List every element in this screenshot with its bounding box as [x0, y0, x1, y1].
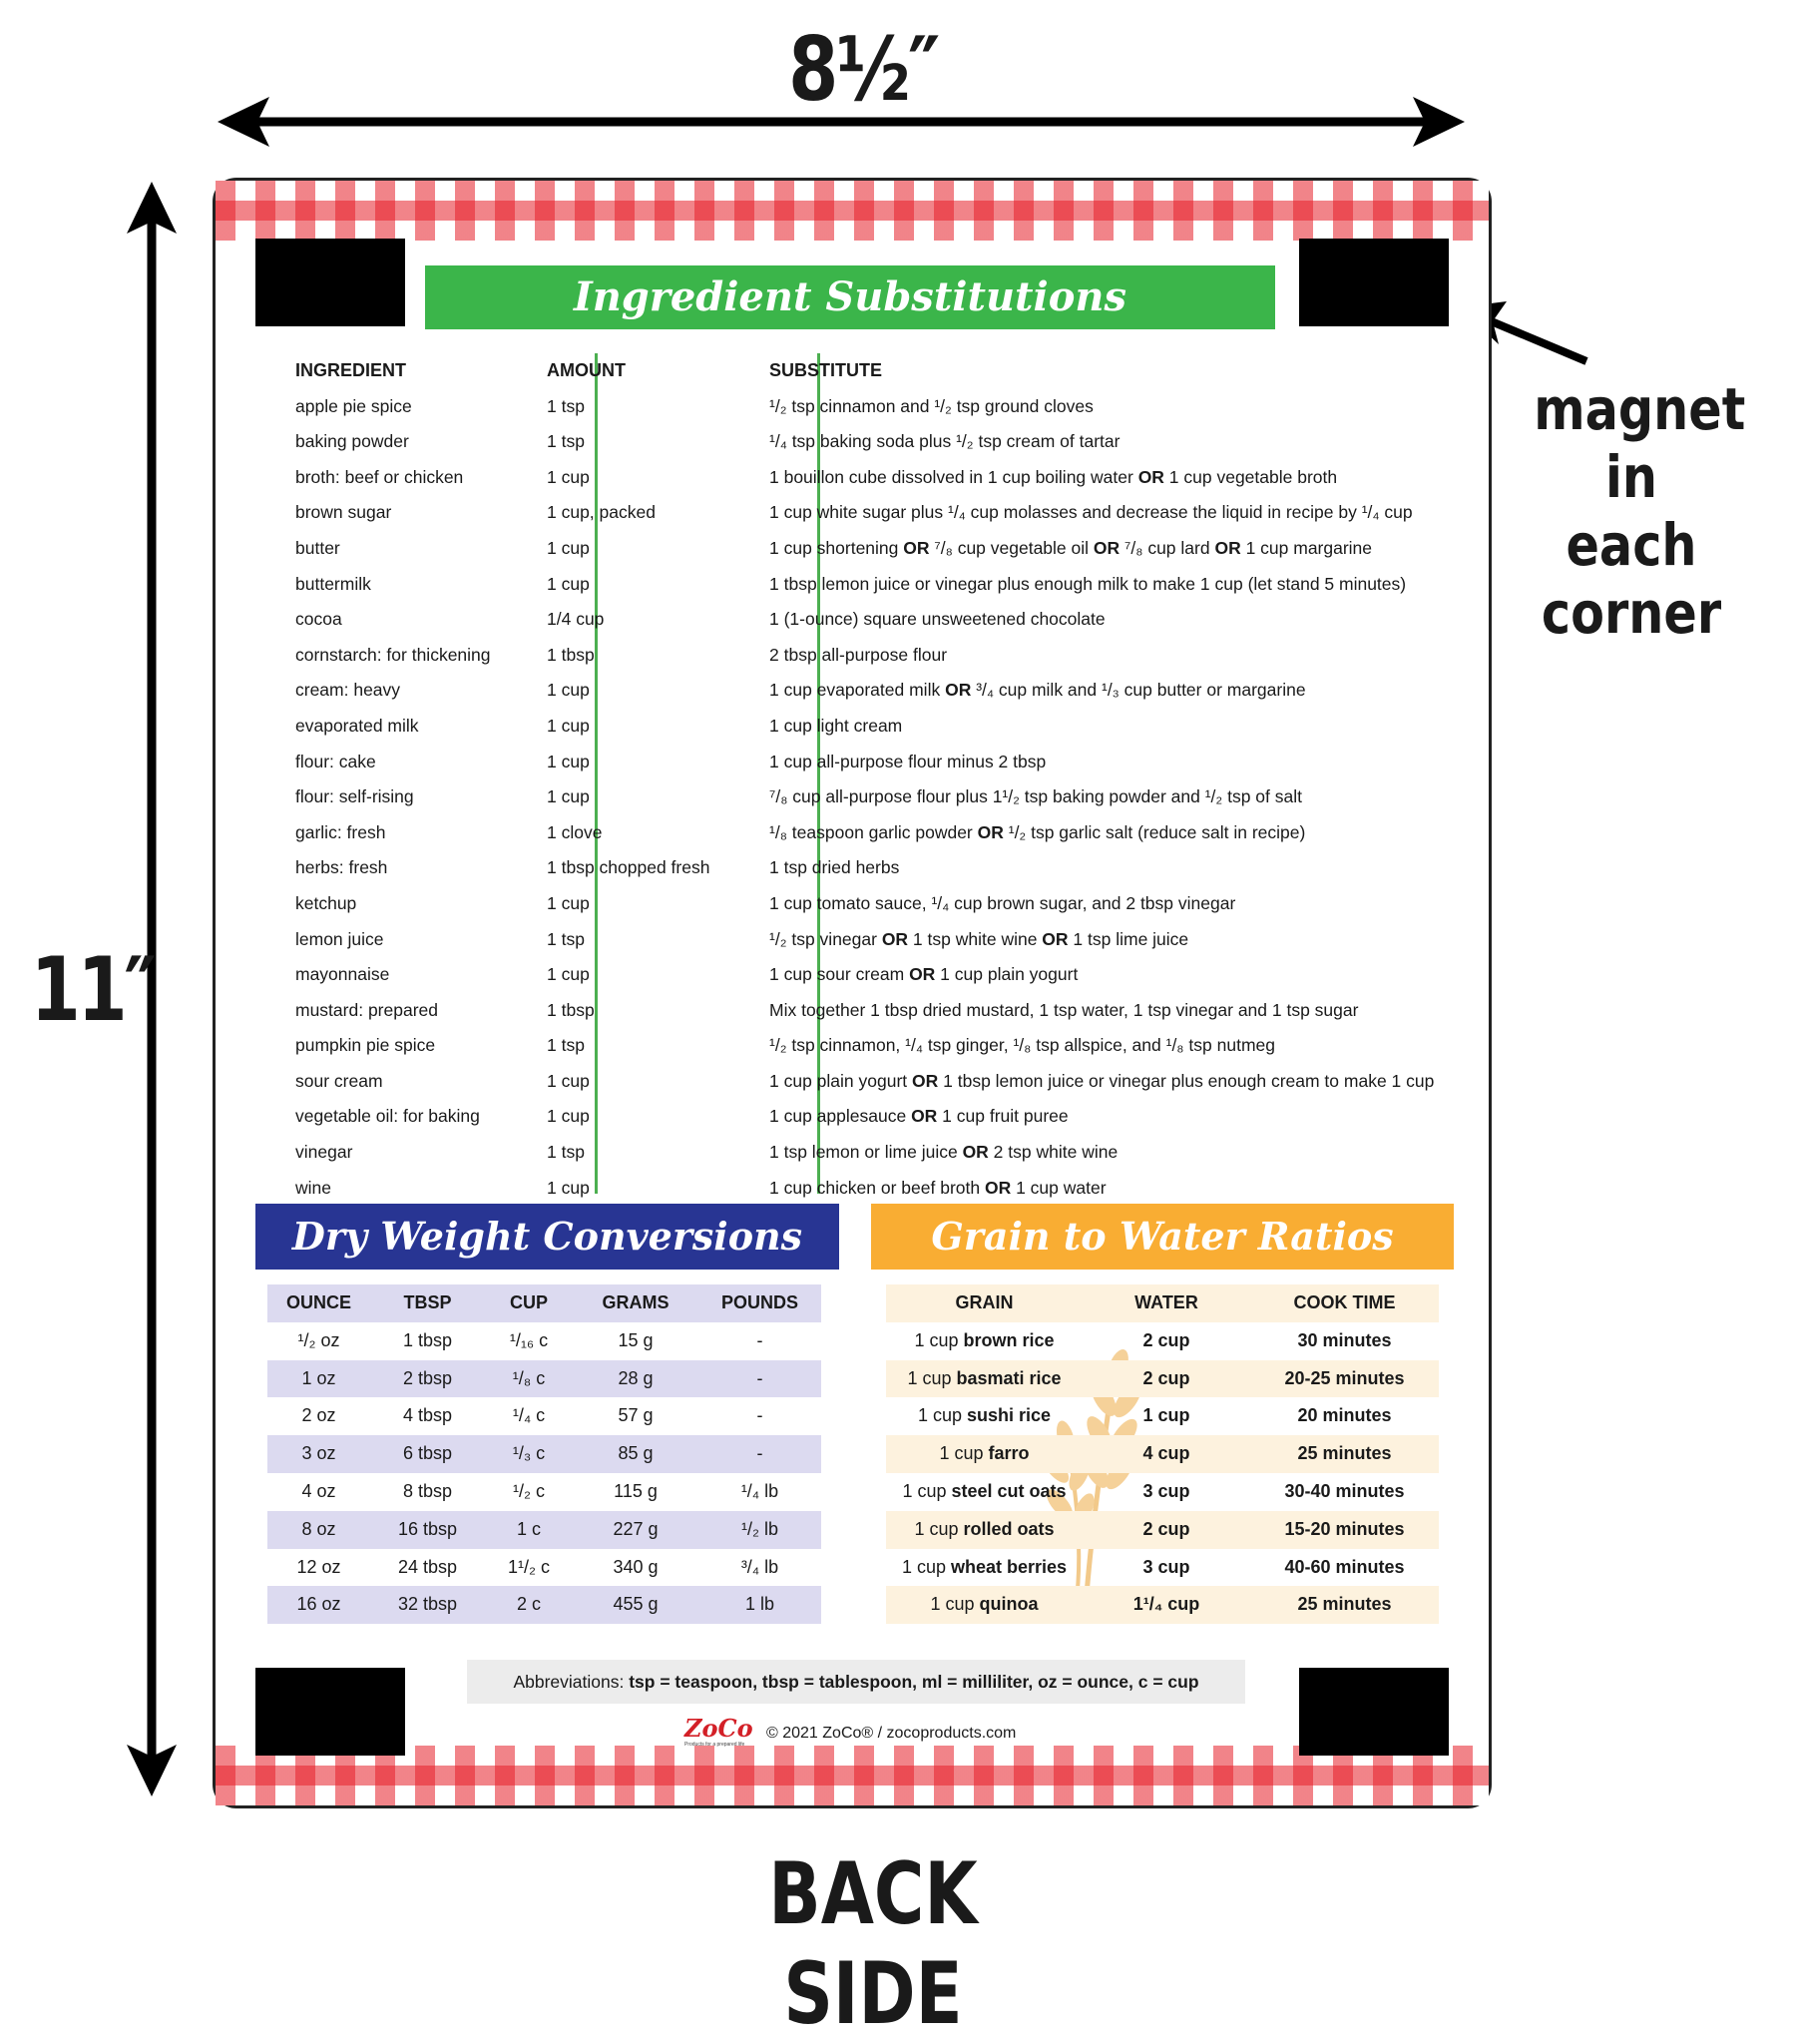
- dry-weight-cell: 1 tbsp: [402, 1329, 453, 1350]
- substitute-cell: 2 tbsp all-purpose flour: [769, 644, 948, 665]
- water-cell: 3 cup: [1142, 1480, 1190, 1501]
- dry-weight-cell: 32 tbsp: [397, 1594, 458, 1615]
- or-connector: OR: [1137, 466, 1164, 487]
- logo-wordmark: ZoCo: [684, 1714, 753, 1743]
- grain-cell: [886, 1322, 1083, 1360]
- magnet-note: [1534, 375, 1746, 647]
- dry-weight-cell: 57 g: [618, 1405, 654, 1426]
- substitution-row: [295, 709, 1433, 745]
- substitute-cell: ¹/₈ teaspoon garlic powder OR ¹/₂ tsp garlic salt (reduce salt in recipe): [769, 821, 1306, 842]
- dry-weight-cell: 1 lb: [744, 1594, 775, 1615]
- cook-time-cell: 30 minutes: [1297, 1329, 1392, 1350]
- substitutions-title: Ingredient Substitutions: [425, 265, 1275, 329]
- grain-name: steel cut oats: [951, 1480, 1067, 1501]
- dry-weight-cell: -: [756, 1329, 763, 1350]
- substitutions-header-row: [295, 353, 1433, 389]
- column-header: TBSP: [403, 1292, 452, 1312]
- dry-weight-row: [267, 1435, 821, 1473]
- amount-cell: 1 tbsp: [547, 644, 595, 665]
- amount-cell: 1 tsp: [547, 1035, 585, 1056]
- grain-row: [886, 1360, 1439, 1398]
- grain-amount: 1 cup: [914, 1329, 959, 1350]
- grain-name: basmati rice: [956, 1367, 1062, 1388]
- dry-weight-cell: -: [756, 1443, 763, 1464]
- dry-weight-cell: 1¹/₂ c: [508, 1556, 550, 1577]
- ingredient-cell: cornstarch: for thickening: [295, 644, 491, 665]
- grain-row: [886, 1549, 1439, 1587]
- dry-weight-cell: 227 g: [613, 1518, 659, 1539]
- amount-cell: 1 cup: [547, 751, 590, 771]
- amount-cell: 1 cup: [547, 1070, 590, 1091]
- dry-weight-cell: ¹/₃ c: [512, 1443, 546, 1464]
- ingredient-cell: brown sugar: [295, 502, 392, 523]
- grain-row: [886, 1511, 1439, 1549]
- water-cell: 2 cup: [1142, 1518, 1190, 1539]
- ingredient-cell: mayonnaise: [295, 964, 390, 985]
- grain-header-row: [886, 1284, 1439, 1322]
- grain-name: wheat berries: [951, 1556, 1068, 1577]
- substitute-cell: 1 tbsp lemon juice or vinegar plus enough milk to make 1 cup (let stand 5 minutes): [769, 573, 1407, 594]
- column-header: CUP: [509, 1292, 548, 1312]
- or-connector: OR: [1093, 537, 1121, 558]
- substitute-cell: Mix together 1 tbsp dried mustard, 1 tsp water, 1 tsp vinegar and 1 tsp sugar: [769, 999, 1359, 1020]
- column-header: SUBSTITUTE: [769, 360, 883, 380]
- amount-cell: 1 tsp: [547, 1142, 585, 1163]
- amount-cell: 1 cup: [547, 892, 590, 913]
- ingredient-cell: lemon juice: [295, 928, 384, 949]
- dry-weight-cell: ³/₄ lb: [740, 1556, 779, 1577]
- grain-amount: 1 cup: [907, 1367, 952, 1388]
- or-connector: OR: [977, 821, 1004, 842]
- substitute-cell: ¹/₄ tsp baking soda plus ¹/₂ tsp cream of tartar: [769, 431, 1121, 452]
- column-header: GRAMS: [602, 1292, 670, 1312]
- gingham-border-top: [216, 181, 1489, 241]
- amount-cell: 1 cup: [547, 680, 590, 701]
- grain-amount: 1 cup: [930, 1594, 975, 1615]
- dry-weight-row: [267, 1397, 821, 1435]
- dry-weight-header-row: [267, 1284, 821, 1322]
- magnet-top-right: [1299, 239, 1449, 326]
- dry-weight-cell: 2 oz: [301, 1405, 336, 1426]
- magnet-note-line: magnet: [1534, 375, 1746, 443]
- ingredient-cell: baking powder: [295, 431, 409, 452]
- substitution-row: [295, 922, 1433, 958]
- or-connector: OR: [911, 1106, 938, 1127]
- grain-cell: [886, 1549, 1083, 1587]
- grain-amount: 1 cup: [917, 1405, 962, 1426]
- substitute-cell: 1 cup white sugar plus ¹/₄ cup molasses and decrease the liquid in recipe by ¹/₄ cup: [769, 502, 1413, 523]
- dry-weight-cell: ¹/₁₆ c: [509, 1329, 549, 1350]
- magnet-card: [213, 178, 1492, 1808]
- water-cell: 2 cup: [1142, 1367, 1190, 1388]
- dry-weight-cell: 340 g: [613, 1556, 659, 1577]
- substitute-cell: 1 cup light cream: [769, 715, 903, 736]
- grain-name: brown rice: [963, 1329, 1055, 1350]
- substitute-cell: 1 cup applesauce OR 1 cup fruit puree: [769, 1106, 1069, 1127]
- substitution-row: [295, 957, 1433, 993]
- substitute-cell: 1 (1-ounce) square unsweetened chocolate: [769, 609, 1106, 630]
- ingredient-cell: mustard: prepared: [295, 999, 438, 1020]
- dry-weight-cell: 4 oz: [301, 1480, 336, 1501]
- column-header: GRAIN: [955, 1292, 1014, 1312]
- dry-weight-cell: 1 c: [516, 1518, 541, 1539]
- amount-cell: 1 tbsp chopped fresh: [547, 857, 710, 878]
- substitute-cell: 1 cup tomato sauce, ¹/₄ cup brown sugar, and 2 tbsp vinegar: [769, 892, 1236, 913]
- ingredient-cell: evaporated milk: [295, 715, 419, 736]
- substitution-row: [295, 673, 1433, 709]
- grain-row: [886, 1397, 1439, 1435]
- column-header: POUNDS: [720, 1292, 798, 1312]
- abbreviations-box: [467, 1660, 1245, 1704]
- substitute-cell: 1 cup shortening OR ⁷/₈ cup vegetable oil OR ⁷/₈ cup lard OR 1 cup margarine: [769, 537, 1373, 558]
- substitute-cell: 1 tsp dried herbs: [769, 857, 900, 878]
- grain-name: sushi rice: [967, 1405, 1052, 1426]
- column-header: OUNCE: [285, 1292, 351, 1312]
- or-connector: OR: [903, 537, 930, 558]
- substitution-row: [295, 495, 1433, 531]
- ingredient-cell: herbs: fresh: [295, 857, 388, 878]
- copyright-text: © 2021 ZoCo® / zocoproducts.com: [766, 1725, 1017, 1742]
- grain-title: Grain to Water Ratios: [871, 1204, 1454, 1270]
- substitute-cell: 1 cup plain yogurt OR 1 tbsp lemon juice or vinegar plus enough cream to make 1 cup: [769, 1070, 1435, 1091]
- magnet-bottom-right: [1299, 1668, 1449, 1756]
- substitution-row: [295, 424, 1433, 460]
- amount-cell: 1 tbsp: [547, 999, 595, 1020]
- water-cell: 4 cup: [1142, 1443, 1190, 1464]
- substitute-cell: 1 cup chicken or beef broth OR 1 cup water: [769, 1177, 1107, 1198]
- dry-weight-cell: 2 c: [516, 1594, 541, 1615]
- grain-amount: 1 cup: [902, 1480, 947, 1501]
- ingredient-cell: broth: beef or chicken: [295, 466, 464, 487]
- substitution-row: [295, 638, 1433, 674]
- column-header: INGREDIENT: [295, 360, 407, 380]
- amount-cell: 1 cup: [547, 1106, 590, 1127]
- amount-cell: 1 cup, packed: [547, 502, 656, 523]
- substitution-row: [295, 886, 1433, 922]
- cook-time-cell: 25 minutes: [1297, 1594, 1392, 1615]
- substitutions-table: [295, 353, 1433, 1206]
- or-connector: OR: [1214, 537, 1241, 558]
- substitute-cell: 1 cup sour cream OR 1 cup plain yogurt: [769, 964, 1079, 985]
- ingredient-cell: pumpkin pie spice: [295, 1035, 436, 1056]
- dry-weight-cell: 8 oz: [301, 1518, 336, 1539]
- ingredient-cell: garlic: fresh: [295, 821, 386, 842]
- or-connector: OR: [984, 1177, 1012, 1198]
- substitution-row: [295, 531, 1433, 567]
- dry-weight-row: [267, 1360, 821, 1398]
- amount-cell: 1 cup: [547, 573, 590, 594]
- substitution-row: [295, 1028, 1433, 1064]
- substitution-row: [295, 815, 1433, 851]
- dry-weight-cell: 16 oz: [296, 1594, 341, 1615]
- grain-amount: 1 cup: [939, 1443, 984, 1464]
- substitution-row: [295, 1135, 1433, 1171]
- dry-weight-cell: 1 oz: [301, 1367, 336, 1388]
- amount-cell: 1 cup: [547, 715, 590, 736]
- column-header: AMOUNT: [547, 360, 626, 380]
- dry-weight-row: [267, 1511, 821, 1549]
- dry-weight-cell: 12 oz: [296, 1556, 341, 1577]
- or-connector: OR: [1042, 928, 1069, 949]
- or-connector: OR: [962, 1142, 989, 1163]
- substitution-row: [295, 460, 1433, 496]
- grain-cell: [886, 1511, 1083, 1549]
- grain-name: farro: [988, 1443, 1030, 1464]
- logo-tagline: Products for a prepared life: [684, 1742, 745, 1748]
- grain-amount: 1 cup: [914, 1518, 959, 1539]
- substitute-cell: ¹/₂ tsp cinnamon and ¹/₂ tsp ground cloves: [769, 395, 1094, 416]
- dry-weight-cell: 2 tbsp: [402, 1367, 453, 1388]
- grain-row: [886, 1586, 1439, 1624]
- grain-cell: [886, 1360, 1083, 1398]
- substitute-cell: ⁷/₈ cup all-purpose flour plus 1¹/₂ tsp baking powder and ¹/₂ tsp of salt: [769, 786, 1302, 807]
- ingredient-cell: flour: self-rising: [295, 786, 414, 807]
- dry-weight-cell: 28 g: [618, 1367, 654, 1388]
- ingredient-cell: ketchup: [295, 892, 357, 913]
- dry-weight-cell: 8 tbsp: [402, 1480, 453, 1501]
- or-connector: OR: [912, 1070, 939, 1091]
- water-cell: 1¹/₄ cup: [1132, 1594, 1200, 1615]
- substitute-cell: ¹/₂ tsp vinegar OR 1 tsp white wine OR 1 tsp lime juice: [769, 928, 1189, 949]
- dry-weight-cell: 3 oz: [301, 1443, 336, 1464]
- footer: [684, 1714, 1104, 1754]
- grain-row: [886, 1435, 1439, 1473]
- or-connector: OR: [881, 928, 909, 949]
- back-side-label: BACK SIDE: [768, 1844, 978, 2044]
- amount-cell: 1 cup: [547, 1177, 590, 1198]
- magnet-bottom-left: [255, 1668, 405, 1756]
- water-cell: 2 cup: [1142, 1329, 1190, 1350]
- ingredient-cell: flour: cake: [295, 751, 376, 771]
- dry-weight-cell: ¹/₈ c: [512, 1367, 546, 1388]
- substitute-cell: 1 tsp lemon or lime juice OR 2 tsp white wine: [769, 1142, 1119, 1163]
- dry-weight-cell: ¹/₂ lb: [741, 1518, 778, 1539]
- grain-table: [886, 1284, 1439, 1624]
- dry-weight-cell: ¹/₂ c: [513, 1480, 545, 1501]
- dry-weight-title: Dry Weight Conversions: [255, 1204, 839, 1270]
- substitution-row: [295, 1171, 1433, 1207]
- grain-row: [886, 1322, 1439, 1360]
- amount-cell: 1 clove: [547, 821, 603, 842]
- amount-cell: 1 cup: [547, 964, 590, 985]
- amount-cell: 1 tsp: [547, 431, 585, 452]
- dry-weight-cell: 15 g: [618, 1329, 654, 1350]
- amount-cell: 1 cup: [547, 786, 590, 807]
- substitution-row: [295, 1099, 1433, 1135]
- dry-weight-cell: ¹/₄ c: [512, 1405, 546, 1426]
- abbreviations-label: Abbreviations:: [513, 1672, 625, 1692]
- substitution-row: [295, 993, 1433, 1029]
- ingredient-cell: butter: [295, 537, 340, 558]
- amount-cell: 1 cup: [547, 466, 590, 487]
- ingredient-cell: vinegar: [295, 1142, 353, 1163]
- ingredient-cell: buttermilk: [295, 573, 371, 594]
- cook-time-cell: 40-60 minutes: [1284, 1556, 1405, 1577]
- cook-time-cell: 15-20 minutes: [1284, 1518, 1405, 1539]
- ingredient-cell: apple pie spice: [295, 395, 412, 416]
- dry-weight-row: [267, 1549, 821, 1587]
- grain-cell: [886, 1586, 1083, 1624]
- dry-weight-cell: -: [756, 1367, 763, 1388]
- column-header: COOK TIME: [1293, 1292, 1396, 1312]
- grain-cell: [886, 1435, 1083, 1473]
- substitution-row: [295, 745, 1433, 780]
- water-cell: 1 cup: [1142, 1405, 1190, 1426]
- substitution-row: [295, 779, 1433, 815]
- dry-weight-cell: ¹/₄ lb: [740, 1480, 779, 1501]
- substitute-cell: 1 cup all-purpose flour minus 2 tbsp: [769, 751, 1047, 771]
- height-dimension-label: 11″: [30, 938, 154, 1041]
- column-header: WATER: [1134, 1292, 1198, 1312]
- dry-weight-row: [267, 1473, 821, 1511]
- dry-weight-table: [267, 1284, 821, 1624]
- grain-cell: [886, 1397, 1083, 1435]
- or-connector: OR: [909, 964, 936, 985]
- grain-amount: 1 cup: [901, 1556, 946, 1577]
- dry-weight-cell: 85 g: [618, 1443, 654, 1464]
- cook-time-cell: 20-25 minutes: [1284, 1367, 1405, 1388]
- substitution-row: [295, 602, 1433, 638]
- grain-row: [886, 1473, 1439, 1511]
- dry-weight-cell: 115 g: [614, 1480, 658, 1501]
- or-connector: OR: [945, 680, 972, 701]
- ingredient-cell: wine: [295, 1177, 331, 1198]
- amount-cell: 1 cup: [547, 537, 590, 558]
- cook-time-cell: 20 minutes: [1297, 1405, 1392, 1426]
- substitute-cell: ¹/₂ tsp cinnamon, ¹/₄ tsp ginger, ¹/₈ tsp allspice, and ¹/₈ tsp nutmeg: [769, 1035, 1276, 1056]
- ingredient-cell: sour cream: [295, 1070, 383, 1091]
- gingham-border-bottom: [216, 1746, 1489, 1805]
- dry-weight-cell: 6 tbsp: [402, 1443, 453, 1464]
- ingredient-cell: cocoa: [295, 609, 342, 630]
- cook-time-cell: 30-40 minutes: [1284, 1480, 1405, 1501]
- dry-weight-row: [267, 1586, 821, 1624]
- magnet-note-line: in each: [1566, 443, 1697, 579]
- zoco-logo: [684, 1716, 758, 1752]
- dry-weight-cell: 16 tbsp: [397, 1518, 458, 1539]
- grain-name: rolled oats: [963, 1518, 1055, 1539]
- magnet-top-left: [255, 239, 405, 326]
- substitution-row: [295, 1064, 1433, 1100]
- width-dimension-label: 8½″: [788, 18, 938, 121]
- substitute-cell: 1 cup evaporated milk OR ³/₄ cup milk and ¹/₃ cup butter or margarine: [769, 680, 1306, 701]
- dry-weight-cell: 24 tbsp: [397, 1556, 458, 1577]
- cook-time-cell: 25 minutes: [1297, 1443, 1392, 1464]
- grain-cell: [886, 1473, 1083, 1511]
- ingredient-cell: cream: heavy: [295, 680, 401, 701]
- dry-weight-cell: ¹/₂ oz: [297, 1329, 340, 1350]
- dry-weight-cell: 455 g: [613, 1594, 659, 1615]
- amount-cell: 1/4 cup: [547, 609, 605, 630]
- substitution-row: [295, 567, 1433, 603]
- amount-cell: 1 tsp: [547, 395, 585, 416]
- dry-weight-row: [267, 1322, 821, 1360]
- substitution-row: [295, 389, 1433, 425]
- substitute-cell: 1 bouillon cube dissolved in 1 cup boiling water OR 1 cup vegetable broth: [769, 466, 1338, 487]
- water-cell: 3 cup: [1142, 1556, 1190, 1577]
- dry-weight-cell: -: [756, 1405, 763, 1426]
- substitution-row: [295, 850, 1433, 886]
- ingredient-cell: vegetable oil: for baking: [295, 1106, 480, 1127]
- dry-weight-cell: 4 tbsp: [402, 1405, 453, 1426]
- amount-cell: 1 tsp: [547, 928, 585, 949]
- grain-name: quinoa: [979, 1594, 1039, 1615]
- abbreviations-text: tsp = teaspoon, tbsp = tablespoon, ml = milliliter, oz = ounce, c = cup: [629, 1672, 1199, 1692]
- magnet-note-line: corner: [1541, 579, 1722, 647]
